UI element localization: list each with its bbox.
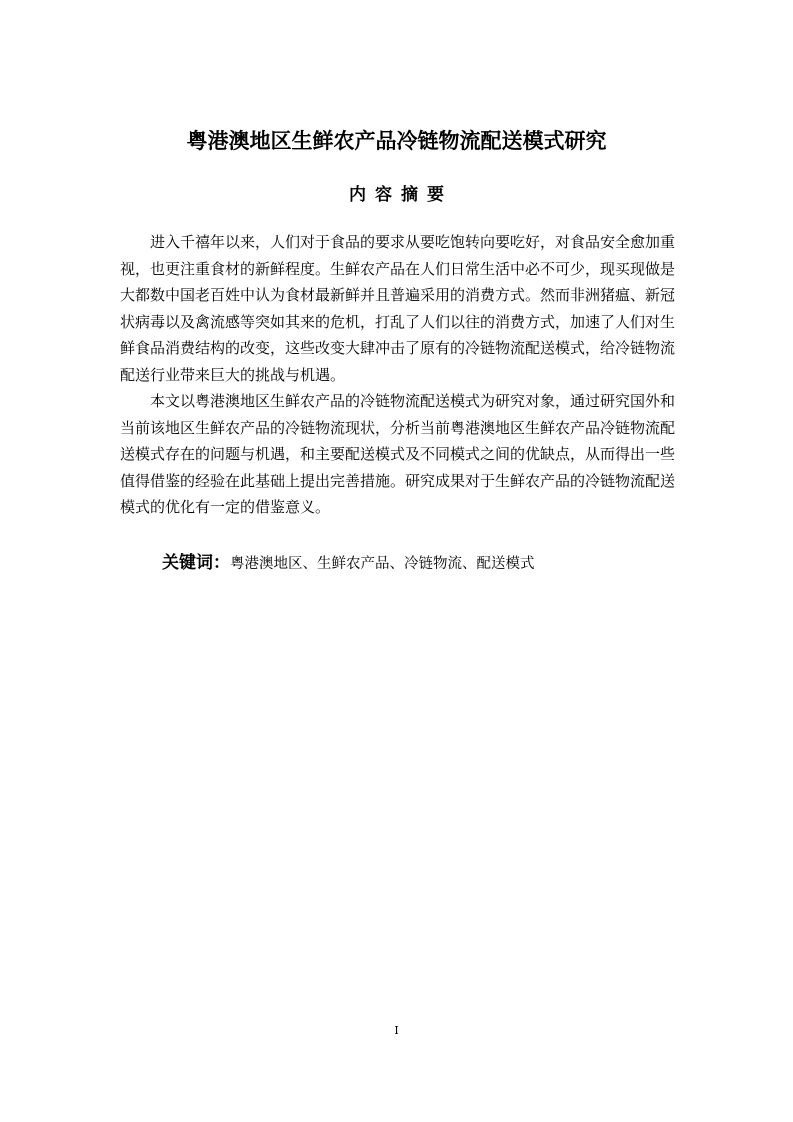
keywords-label: 关键词： bbox=[162, 553, 230, 573]
abstract-heading: 内容摘要 bbox=[349, 185, 453, 205]
page-number: I bbox=[394, 1024, 399, 1037]
document-title: 粤港澳地区生鲜农产品冷链物流配送模式研究 bbox=[186, 129, 607, 153]
abstract-paragraph-2: 本文以粤港澳地区生鲜农产品的冷链物流配送模式为研究对象，通过研究国外和当前该地区生鲜农产品的冷链物流现状，分析当前粤港澳地区生鲜农产品冷链物流配送模式存在的问题与机遇，和主要配送模式及不同模式之间的优缺点，从而得出一些值得借鉴的经验在此基础上提出完善措施。研究成果对于生鲜农产品的冷链物流配送模式的优化有一定的借鉴意义。 bbox=[120, 392, 676, 516]
abstract-paragraph-1: 进入千禧年以来，人们对于食品的要求从要吃饱转向要吃好，对食品安全愈加重视，也更注重食材的新鲜程度。生鲜农产品在人们日常生活中必不可少，现买现做是大都数中国老百姓中认为食材最新鲜并且普遍采用的消费方式。然而非洲猪瘟、新冠状病毒以及禽流感等突如其来的危机，打乱了人们以往的消费方式，加速了人们对生鲜食品消费结构的改变，这些改变大肆冲击了原有的冷链物流配送模式，给冷链物流配送行业带来巨大的挑战与机遇。 bbox=[120, 233, 676, 384]
keywords-line bbox=[162, 548, 682, 579]
abstract-body bbox=[120, 229, 675, 521]
keywords-text: 粤港澳地区、生鲜农产品、冷链物流、配送模式 bbox=[230, 556, 535, 572]
